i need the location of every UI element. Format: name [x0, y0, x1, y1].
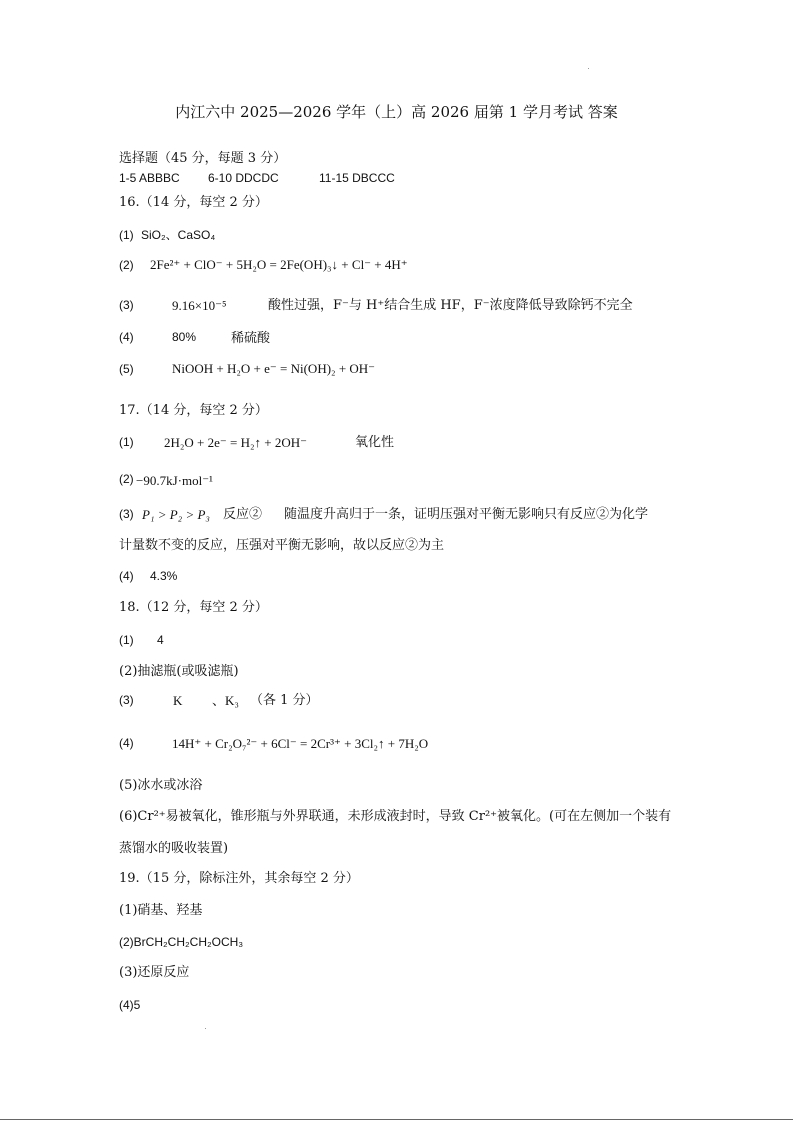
- q19-a4: (4)5: [119, 998, 141, 1012]
- q16-a4-text: 稀硫酸: [231, 331, 271, 346]
- choice-group-3: 11-15 DBCCC: [319, 171, 395, 185]
- q18-a3-k1: K: [173, 693, 183, 708]
- q19-heading: 19.（15 分，除标注外，其余每空 2 分）: [119, 871, 359, 886]
- q16-a4-value: 80%: [172, 330, 197, 344]
- choice-heading: 选择题（45 分，每题 3 分）: [119, 151, 287, 166]
- q18-a2: (2)抽滤瓶(或吸滤瓶): [119, 664, 239, 679]
- q19-a2: (2)BrCH₂CH₂CH₂OCH₃: [119, 935, 244, 949]
- q16-a4-num: (4): [119, 330, 134, 344]
- q17-a2-value: −90.7kJ·mol⁻¹: [136, 473, 213, 488]
- choice-group-1: 1-5 ABBBC: [119, 171, 180, 185]
- q16-a5-num: (5): [119, 362, 134, 376]
- q16-a1: SiO₂、CaSO₄: [141, 228, 216, 242]
- q19-a1: (1)硝基、羟基: [119, 903, 203, 918]
- page-bottom-border: [0, 1119, 793, 1120]
- q17-a1-num: (1): [119, 435, 134, 449]
- q16-a3-value: 9.16×10⁻⁵: [172, 298, 227, 313]
- q17-a3-text-line1: 随温度升高归于一条，证明压强对平衡无影响只有反应②为化学: [284, 507, 649, 522]
- q17-a2-num: (2): [119, 472, 134, 486]
- scan-speck: [588, 68, 589, 69]
- q18-a6-line2: 蒸馏水的吸收装置): [119, 841, 229, 856]
- q19-a3: (3)还原反应: [119, 965, 190, 980]
- q17-a3-num: (3): [119, 507, 134, 521]
- q16-a5-equation: NiOOH + H₂O + e⁻ = Ni(OH)₂ + OH⁻: [172, 361, 376, 376]
- page-title: 内江六中 2025—2026 学年（上）高 2026 届第 1 学月考试 答案: [175, 103, 618, 121]
- q18-a1-num: (1): [119, 633, 134, 647]
- q16-a3-num: (3): [119, 298, 134, 312]
- q16-a1-num: (1): [119, 228, 134, 242]
- q16-a2-equation: 2Fe²⁺ + ClO⁻ + 5H₂O = 2Fe(OH)₃↓ + Cl⁻ + 4H⁺: [150, 257, 408, 272]
- q18-heading: 18.（12 分，每空 2 分）: [119, 600, 268, 615]
- q17-a1-equation: 2H₂O + 2e⁻ = H₂↑ + 2OH⁻: [164, 435, 307, 450]
- q18-a3-note: （各 1 分）: [250, 693, 319, 708]
- q18-a3-num: (3): [119, 693, 134, 707]
- q17-a3-pressure-order: P₁ > P₂ > P₃: [142, 507, 210, 522]
- q16-heading: 16.（14 分，每空 2 分）: [119, 195, 268, 210]
- q17-a4-value: 4.3%: [150, 569, 178, 583]
- q18-a6-line1: (6)Cr²⁺易被氧化，锥形瓶与外界联通，未形成液封时，导致 Cr²⁺被氧化。(可在左侧加一个装有: [119, 809, 672, 824]
- q17-a3-reaction: 反应②: [223, 507, 263, 522]
- scan-speck: [205, 1028, 206, 1029]
- q17-a4-num: (4): [119, 569, 134, 583]
- q18-a4-num: (4): [119, 736, 134, 750]
- q18-a3-k3: 、K₃: [212, 693, 239, 708]
- q17-a3-text-line2: 计量数不变的反应，压强对平衡无影响，故以反应②为主: [119, 538, 445, 553]
- q18-a1-value: 4: [157, 633, 164, 647]
- q18-a5: (5)冰水或冰浴: [119, 778, 203, 793]
- q18-a4-equation: 14H⁺ + Cr₂O₇²⁻ + 6Cl⁻ = 2Cr³⁺ + 3Cl₂↑ + 7H₂O: [172, 736, 429, 751]
- q17-a1-text: 氧化性: [355, 435, 395, 450]
- q16-a2-num: (2): [119, 258, 134, 272]
- choice-group-2: 6-10 DDCDC: [208, 171, 279, 185]
- q17-heading: 17.（14 分，每空 2 分）: [119, 403, 268, 418]
- q16-a3-text: 酸性过强，F⁻与 H⁺结合生成 HF，F⁻浓度降低导致除钙不完全: [268, 298, 633, 313]
